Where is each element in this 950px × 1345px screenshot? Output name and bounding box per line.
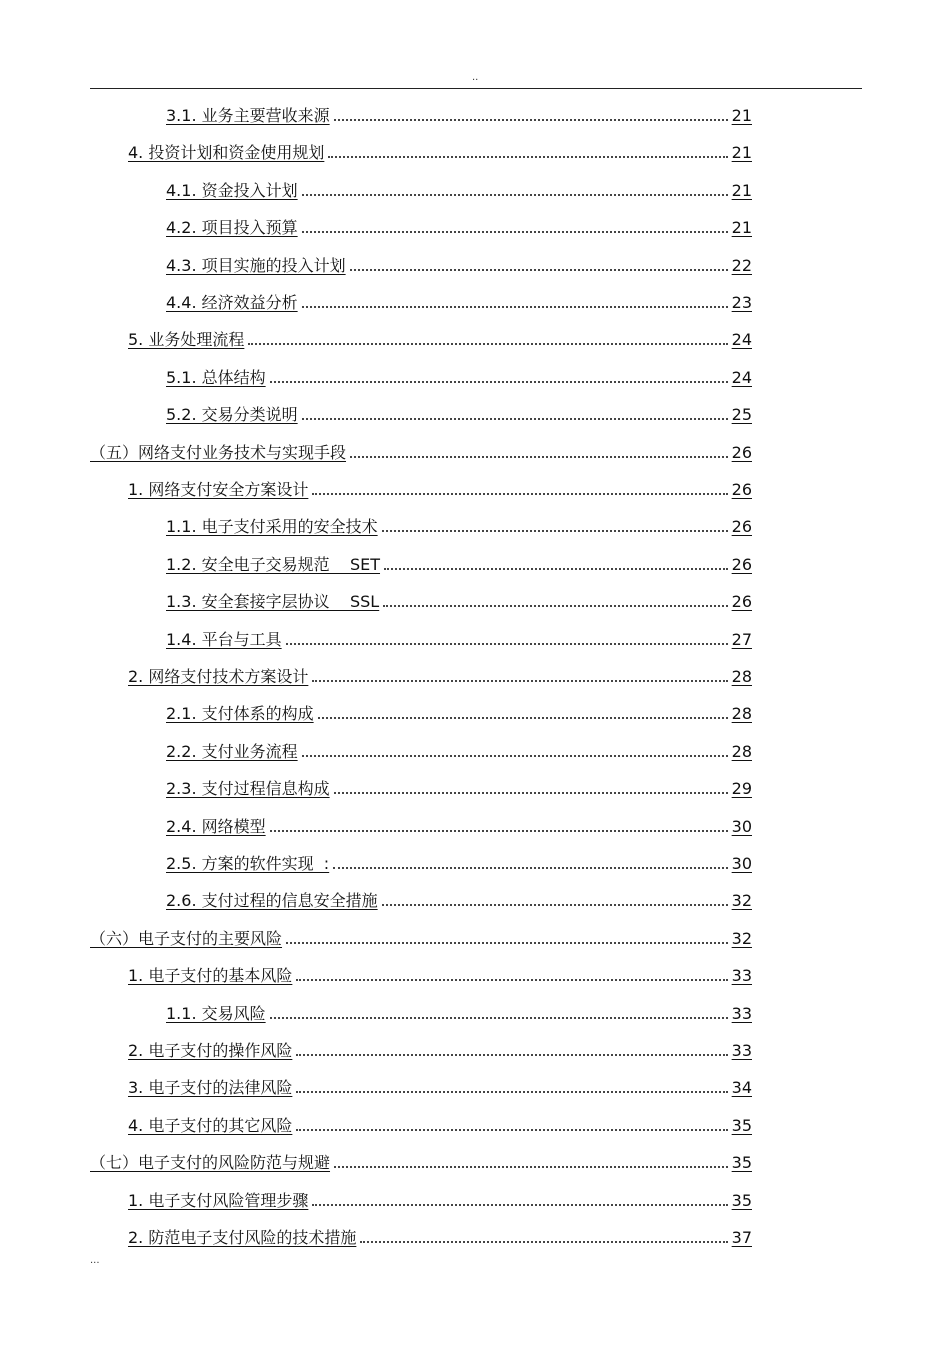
toc-entry[interactable] [166, 732, 752, 762]
toc-entry-label: 2.6. 支付过程的信息安全措施 [166, 891, 378, 911]
toc-entry-label: 4.2. 项目投入预算 [166, 218, 298, 238]
dot-leader [296, 1054, 727, 1056]
toc-entry-label: 1. 网络支付安全方案设计 [128, 480, 309, 499]
toc-entry-label: 2. 防范电子支付风险的技术措施 [128, 1228, 357, 1247]
toc-entry-page: 28 [731, 704, 752, 724]
toc-entry-page: 28 [731, 741, 752, 761]
toc-entry-page: 24 [731, 330, 752, 350]
toc-entry-page: 26 [731, 480, 752, 499]
toc-entry-page: 25 [731, 405, 752, 425]
toc-entry[interactable] [128, 1031, 752, 1061]
toc-entry-label: 3.1. 业务主要营收来源 [166, 106, 330, 125]
toc-entry-label: 3. 电子支付的法律风险 [128, 1078, 293, 1098]
toc-entry[interactable] [166, 507, 752, 537]
toc-entry[interactable] [166, 994, 752, 1024]
dot-leader [302, 306, 728, 308]
dot-leader [270, 381, 728, 383]
header-mark: .. [472, 72, 479, 83]
toc-entry[interactable] [166, 171, 752, 201]
toc-entry[interactable] [128, 956, 752, 986]
toc-entry[interactable] [166, 844, 752, 874]
toc-entry-page: 21 [731, 180, 752, 200]
toc-entry-label: 2.4. 网络模型 [166, 816, 266, 836]
toc-entry-page: 24 [731, 367, 752, 387]
toc-entry-label: （五）网络支付业务技术与实现手段 [90, 442, 347, 462]
toc-entry[interactable] [90, 1143, 752, 1173]
toc-entry[interactable] [166, 694, 752, 724]
toc-entry-label: （七）电子支付的风险防范与规避 [90, 1153, 331, 1173]
toc-entry-label: 2. 网络支付技术方案设计 [128, 667, 309, 686]
toc-entry-page: 21 [731, 143, 752, 163]
toc-entry[interactable] [166, 545, 752, 575]
dot-leader [382, 530, 728, 532]
toc-entry-page: 35 [731, 1153, 752, 1173]
toc-entry-label: 5.1. 总体结构 [166, 367, 266, 387]
dot-leader [383, 605, 727, 607]
toc-entry-page: 21 [731, 106, 752, 125]
toc-entry[interactable] [166, 769, 752, 799]
toc-entry-label: 5. 业务处理流程 [128, 330, 245, 350]
toc-entry-page: 37 [731, 1228, 752, 1247]
dot-leader [333, 867, 727, 869]
toc-entry[interactable] [128, 133, 752, 163]
toc-entry[interactable] [128, 657, 752, 687]
toc-entry[interactable] [128, 470, 752, 500]
toc-entry[interactable] [166, 246, 752, 276]
dot-leader [328, 156, 727, 158]
toc-entry-page: 23 [731, 293, 752, 312]
toc-entry[interactable] [90, 919, 752, 949]
toc-entry-page: 32 [731, 891, 752, 911]
toc-entry[interactable] [166, 620, 752, 650]
dot-leader [302, 194, 728, 196]
toc-entry-label: 2.5. 方案的软件实现 : [166, 854, 330, 873]
toc-entry-label: 1.2. 安全电子交易规范 SET [166, 554, 381, 574]
toc-entry-label: 1. 电子支付风险管理步骤 [128, 1190, 309, 1210]
dot-leader [312, 1204, 727, 1206]
toc-entry-page: 32 [731, 928, 752, 948]
dot-leader [302, 231, 728, 233]
toc-entry-page: 21 [731, 218, 752, 238]
toc-entry-page: 28 [731, 667, 752, 686]
toc-entry[interactable] [90, 433, 752, 463]
toc-entry[interactable] [128, 1218, 752, 1248]
toc-entry-page: 27 [731, 629, 752, 649]
toc-entry[interactable] [166, 881, 752, 911]
toc-entry[interactable] [166, 358, 752, 388]
toc-entry[interactable] [128, 1106, 752, 1136]
toc-entry[interactable] [128, 1181, 752, 1211]
toc-entry[interactable] [128, 320, 752, 350]
dot-leader [296, 1091, 727, 1093]
toc-entry-page: 35 [731, 1190, 752, 1210]
toc-entry-page: 30 [731, 816, 752, 836]
toc-entry-label: 5.2. 交易分类说明 [166, 405, 298, 425]
toc-entry[interactable] [166, 208, 752, 238]
toc-entry-label: （六）电子支付的主要风险 [90, 928, 283, 948]
toc-entry[interactable] [166, 582, 752, 612]
toc-entry-page: 26 [731, 517, 752, 537]
toc-entry-page: 33 [731, 1003, 752, 1023]
toc-entry-label: 1.3. 安全套接字层协议 SSL [166, 592, 380, 612]
toc-entry[interactable] [166, 395, 752, 425]
toc-entry-label: 2. 电子支付的操作风险 [128, 1041, 293, 1060]
dot-leader [334, 119, 728, 121]
toc-entry-label: 1. 电子支付的基本风险 [128, 966, 293, 986]
toc-entry-label: 2.1. 支付体系的构成 [166, 704, 314, 724]
toc-entry-label: 2.3. 支付过程信息构成 [166, 779, 330, 799]
toc-entry-label: 2.2. 支付业务流程 [166, 741, 298, 761]
dot-leader [302, 755, 728, 757]
toc-entry-label: 1.1. 电子支付采用的安全技术 [166, 517, 378, 537]
toc-entry[interactable] [128, 1068, 752, 1098]
toc-entry-page: 30 [731, 854, 752, 873]
header-rule [90, 88, 862, 89]
toc-entry-label: 4.1. 资金投入计划 [166, 180, 298, 200]
dot-leader [270, 1017, 728, 1019]
toc-entry-page: 26 [731, 442, 752, 462]
toc-entry[interactable] [166, 807, 752, 837]
dot-leader [318, 717, 728, 719]
dot-leader [312, 493, 727, 495]
toc-entry-page: 22 [731, 255, 752, 275]
dot-leader [360, 1241, 727, 1243]
toc-entry-page: 33 [731, 1041, 752, 1060]
dot-leader [350, 269, 728, 271]
dot-leader [286, 643, 728, 645]
footer-mark: ... [90, 1255, 100, 1266]
toc-entry-page: 29 [731, 779, 752, 799]
dot-leader [248, 343, 727, 345]
dot-leader [334, 792, 728, 794]
toc-entry-page: 35 [731, 1115, 752, 1135]
dot-leader [270, 830, 728, 832]
dot-leader [296, 1129, 727, 1131]
dot-leader [384, 568, 728, 570]
dot-leader [350, 456, 728, 458]
toc-entry-label: 1.4. 平台与工具 [166, 629, 282, 649]
toc-entry-label: 4.4. 经济效益分析 [166, 293, 298, 312]
dot-leader [334, 1166, 728, 1168]
toc-entry-page: 34 [731, 1078, 752, 1098]
toc-entry-page: 33 [731, 966, 752, 986]
dot-leader [302, 418, 728, 420]
dot-leader [312, 680, 727, 682]
dot-leader [286, 942, 728, 944]
toc-entry-page: 26 [731, 554, 752, 574]
toc-entry[interactable] [166, 96, 752, 126]
dot-leader [296, 979, 727, 981]
toc-entry-label: 4. 电子支付的其它风险 [128, 1115, 293, 1135]
dot-leader [382, 904, 728, 906]
toc-entry[interactable] [166, 283, 752, 313]
toc-entry-page: 26 [731, 592, 752, 612]
toc-entry-label: 1.1. 交易风险 [166, 1003, 266, 1023]
toc-entry-label: 4. 投资计划和资金使用规划 [128, 143, 325, 163]
toc-entry-label: 4.3. 项目实施的投入计划 [166, 255, 346, 275]
